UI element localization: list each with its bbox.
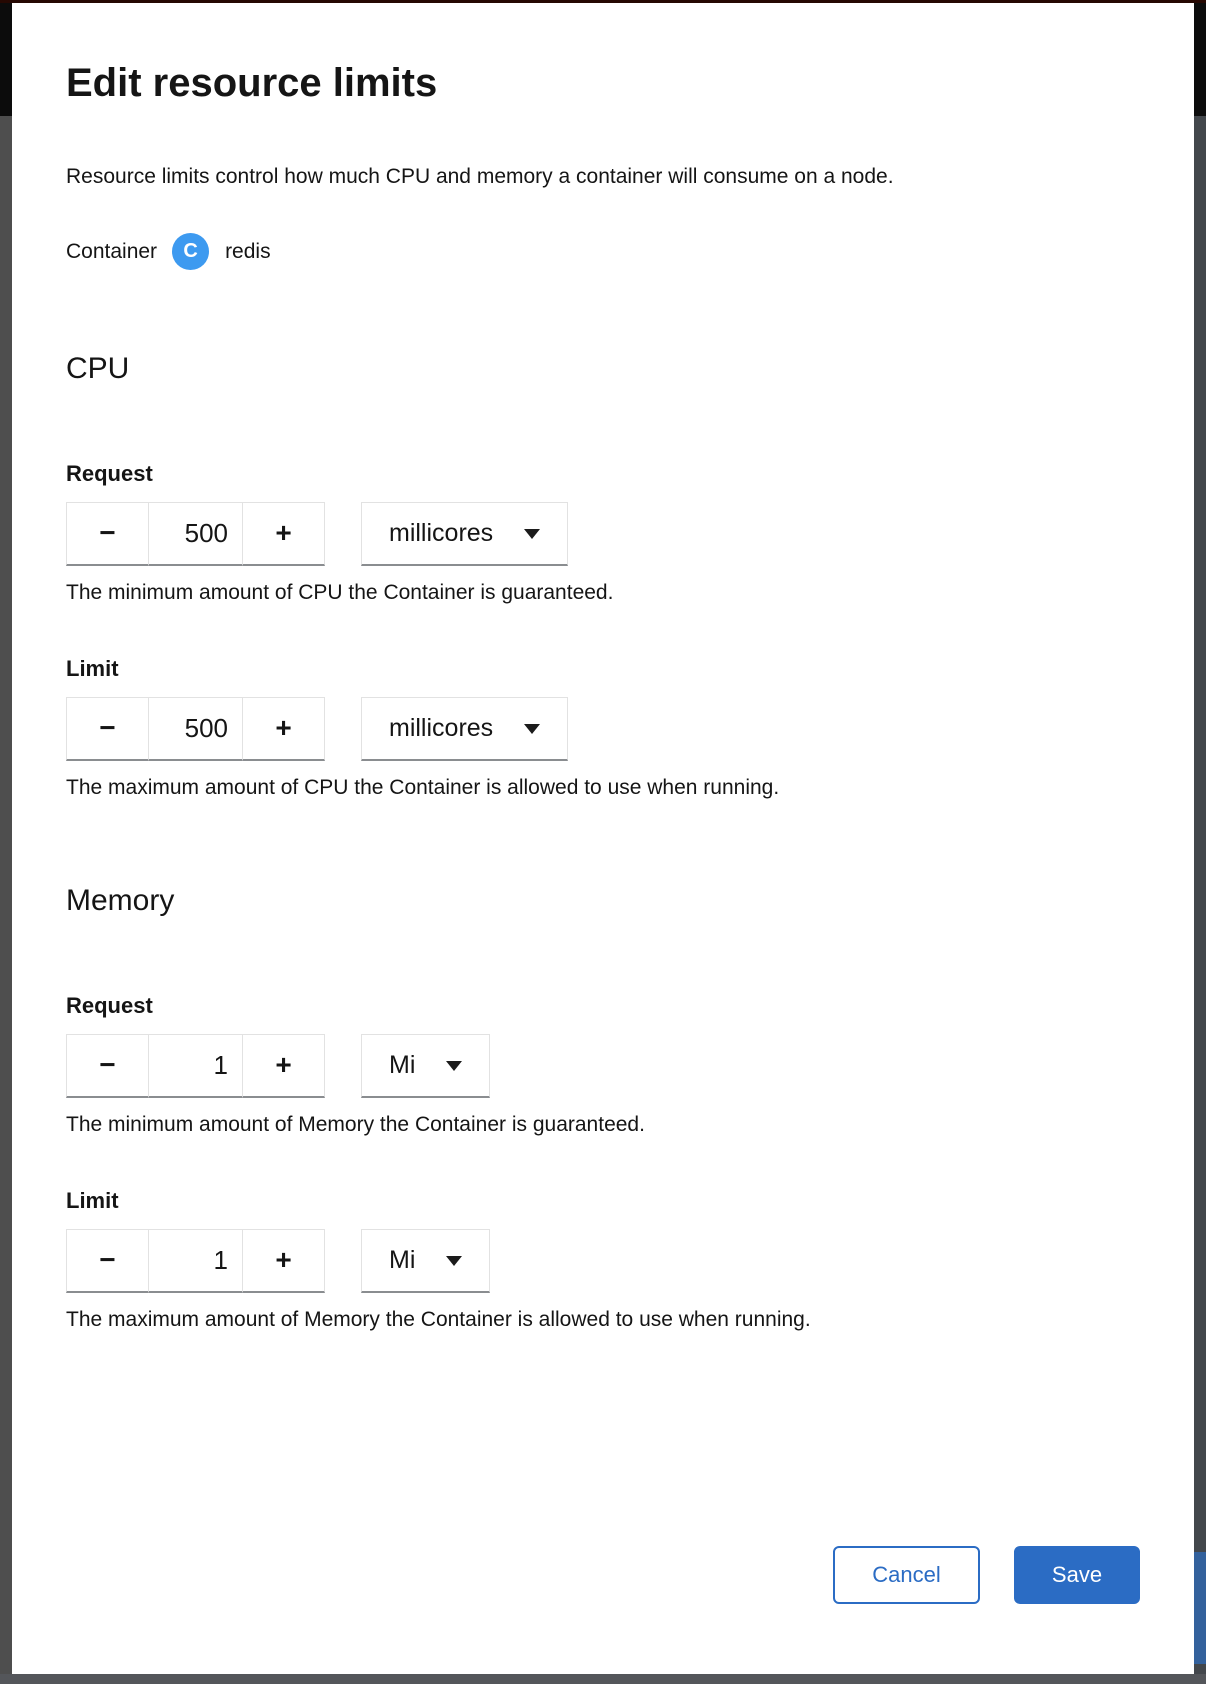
unit-selected-value: millicores bbox=[389, 714, 494, 742]
minus-icon: − bbox=[99, 1048, 116, 1080]
backdrop-left-edge bbox=[0, 3, 12, 1674]
resource-section bbox=[66, 882, 1140, 1334]
section-heading: Memory bbox=[66, 884, 175, 917]
backdrop-bottom-edge bbox=[0, 1674, 1206, 1684]
increment-button[interactable] bbox=[242, 697, 325, 761]
backdrop-right-edge bbox=[1194, 3, 1206, 1674]
save-button[interactable]: Save bbox=[1014, 1546, 1140, 1604]
field-help-text: The maximum amount of Memory the Container is allowed to use when running. bbox=[66, 1308, 811, 1331]
value-input[interactable] bbox=[148, 502, 243, 566]
field-label: Request bbox=[66, 461, 153, 486]
unit-dropdown[interactable] bbox=[361, 502, 568, 566]
unit-dropdown[interactable] bbox=[361, 1229, 490, 1293]
decrement-button[interactable] bbox=[66, 1034, 149, 1098]
unit-dropdown[interactable] bbox=[361, 697, 568, 761]
modal-footer bbox=[66, 1546, 1140, 1604]
resource-field bbox=[66, 1187, 1140, 1334]
unit-selected-value: Mi bbox=[389, 1051, 416, 1079]
modal-description: Resource limits control how much CPU and memory a container will consume on a node. bbox=[66, 165, 894, 188]
container-row bbox=[66, 233, 1140, 270]
masthead-edge bbox=[0, 0, 1206, 3]
field-label: Request bbox=[66, 993, 153, 1018]
decrement-button[interactable] bbox=[66, 502, 149, 566]
number-spinner bbox=[66, 1034, 325, 1098]
value-input[interactable] bbox=[148, 1229, 243, 1293]
field-help-text: The maximum amount of CPU the Container is allowed to use when running. bbox=[66, 776, 780, 799]
value-input[interactable] bbox=[148, 1034, 243, 1098]
increment-button[interactable] bbox=[242, 1229, 325, 1293]
increment-button[interactable] bbox=[242, 502, 325, 566]
form-sections bbox=[66, 270, 1140, 1334]
field-controls bbox=[66, 1034, 1140, 1098]
minus-icon: − bbox=[99, 516, 116, 548]
field-controls bbox=[66, 697, 1140, 761]
unit-selected-value: millicores bbox=[389, 519, 494, 547]
unit-dropdown[interactable] bbox=[361, 1034, 490, 1098]
plus-icon: + bbox=[275, 516, 292, 548]
modal-title: Edit resource limits bbox=[66, 61, 438, 105]
chevron-down-icon bbox=[524, 724, 540, 734]
backdrop-left-dark-corner bbox=[0, 3, 12, 116]
number-spinner bbox=[66, 502, 325, 566]
unit-selected-value: Mi bbox=[389, 1246, 416, 1274]
field-label: Limit bbox=[66, 1188, 119, 1213]
backdrop-right-dark-corner bbox=[1194, 3, 1206, 116]
section-heading: CPU bbox=[66, 352, 130, 385]
minus-icon: − bbox=[99, 1243, 116, 1275]
number-spinner bbox=[66, 697, 325, 761]
field-controls bbox=[66, 502, 1140, 566]
field-label: Limit bbox=[66, 656, 119, 681]
decrement-button[interactable] bbox=[66, 1229, 149, 1293]
resource-section bbox=[66, 350, 1140, 802]
cancel-button[interactable]: Cancel bbox=[833, 1546, 980, 1604]
decrement-button[interactable] bbox=[66, 697, 149, 761]
field-controls bbox=[66, 1229, 1140, 1293]
backdrop-right-blue-fragment bbox=[1194, 1552, 1206, 1664]
container-kind-badge: C bbox=[172, 233, 209, 270]
plus-icon: + bbox=[275, 1243, 292, 1275]
container-name: redis bbox=[225, 239, 271, 263]
value-input[interactable] bbox=[148, 697, 243, 761]
edit-resource-limits-modal bbox=[12, 3, 1194, 1674]
chevron-down-icon bbox=[446, 1256, 462, 1266]
resource-field bbox=[66, 460, 1140, 607]
number-spinner bbox=[66, 1229, 325, 1293]
minus-icon: − bbox=[99, 711, 116, 743]
field-help-text: The minimum amount of CPU the Container is guaranteed. bbox=[66, 581, 614, 604]
plus-icon: + bbox=[275, 711, 292, 743]
increment-button[interactable] bbox=[242, 1034, 325, 1098]
chevron-down-icon bbox=[524, 529, 540, 539]
field-help-text: The minimum amount of Memory the Container is guaranteed. bbox=[66, 1113, 645, 1136]
plus-icon: + bbox=[275, 1048, 292, 1080]
resource-field bbox=[66, 992, 1140, 1139]
container-label: Container bbox=[66, 239, 158, 263]
resource-field bbox=[66, 655, 1140, 802]
chevron-down-icon bbox=[446, 1061, 462, 1071]
